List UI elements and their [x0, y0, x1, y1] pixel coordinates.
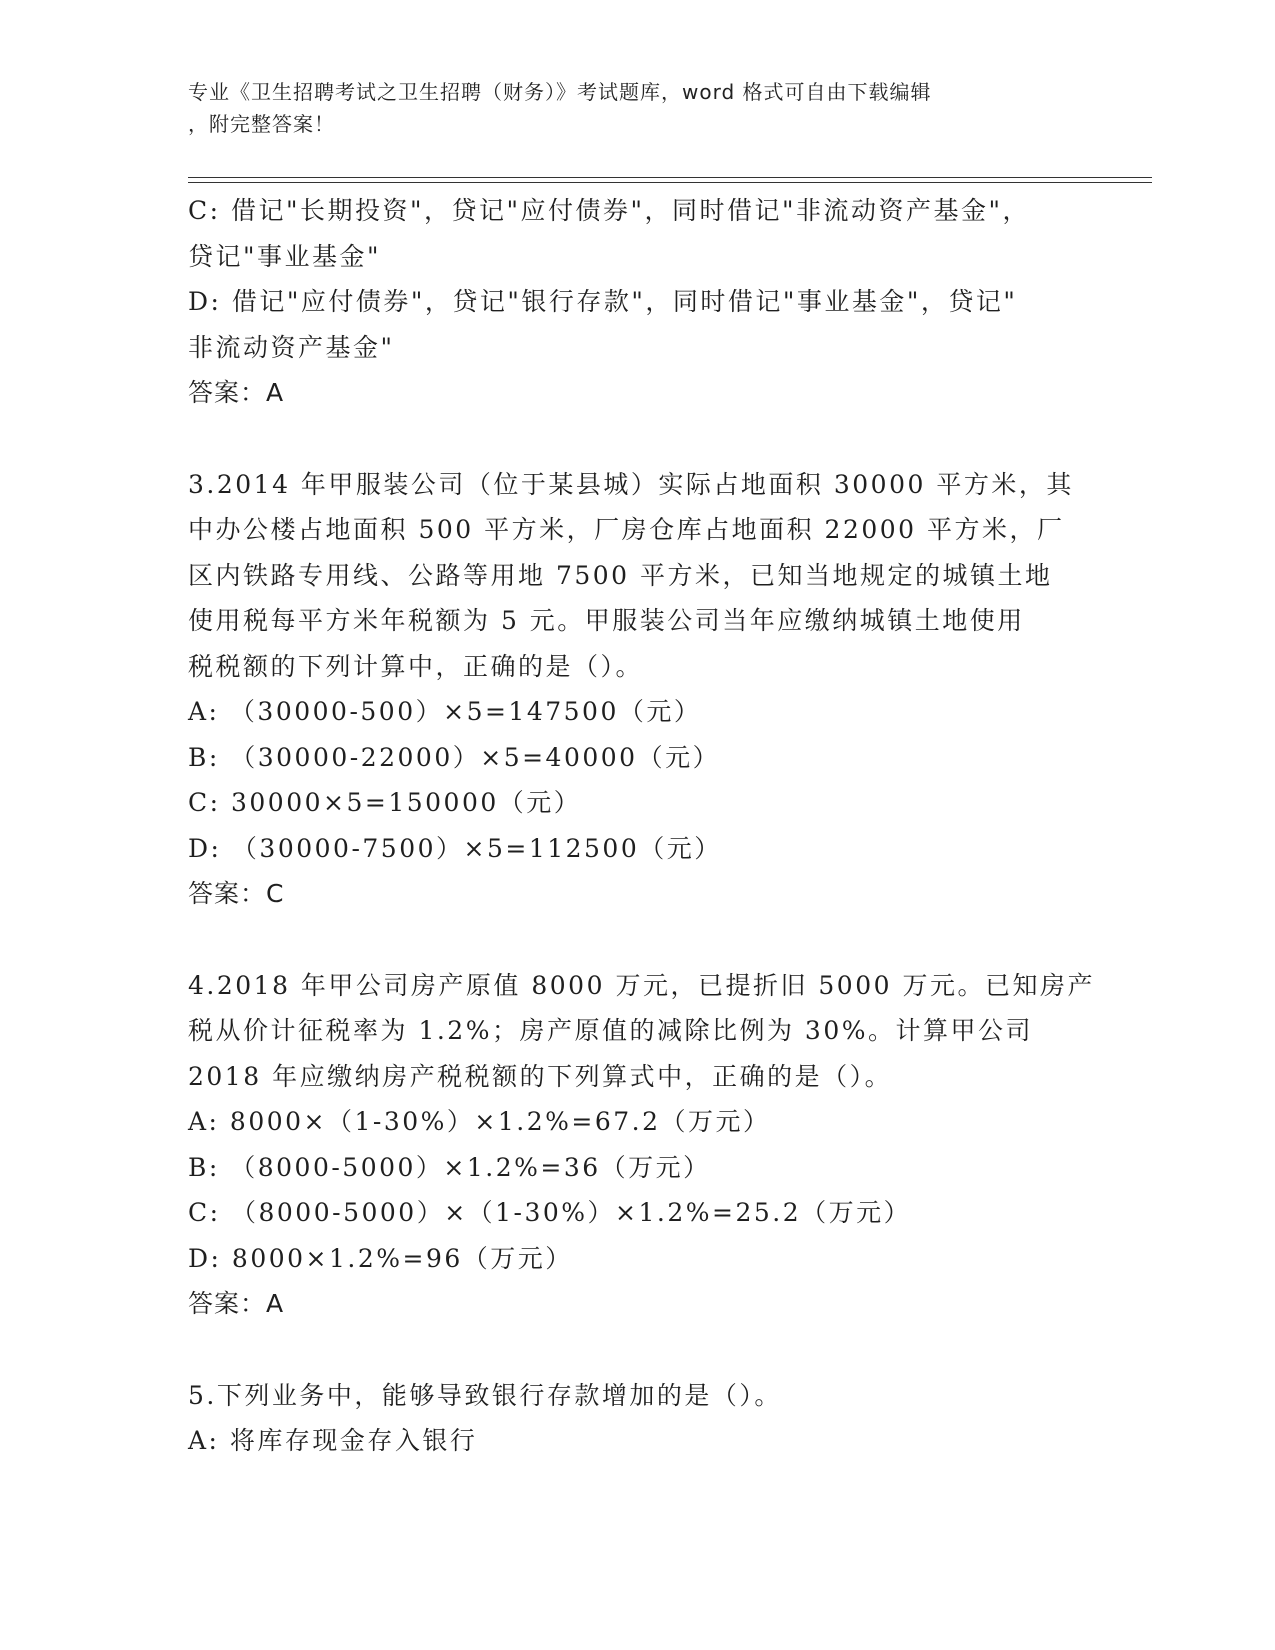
header-divider-bottom	[188, 182, 1152, 183]
q4-answer: 答案：A	[188, 1289, 285, 1318]
q3-stem-line: 使用税每平方米年税额为 5 元。甲服装公司当年应缴纳城镇土地使用	[188, 606, 1025, 635]
q5-stem-line: 5.下列业务中，能够导致银行存款增加的是（）。	[188, 1380, 782, 1410]
q4-stem-line: 税从价计征税率为 1.2%；房产原值的减除比例为 30%。计算甲公司	[188, 1016, 1033, 1045]
q2-option-d-line-1: D: 借记"应付债券"，贷记"银行存款"，同时借记"事业基金"，贷记"	[188, 287, 1018, 316]
q3-stem-line: 税税额的下列计算中，正确的是（）。	[188, 651, 644, 681]
q3-option-a: A: （30000-500）×5=147500（元）	[188, 697, 702, 726]
question-5	[188, 1373, 1088, 1464]
q3-option-c: C: 30000×5=150000（元）	[188, 788, 582, 817]
question-2-tail	[188, 188, 1088, 416]
q2-option-c-line-2: 贷记"事业基金"	[188, 241, 381, 271]
q2-option-c-line-1: C: 借记"长期投资"，贷记"应付债券"，同时借记"非流动资产基金"，	[188, 196, 1030, 225]
q3-option-d: D: （30000-7500）×5=112500（元）	[188, 833, 722, 863]
q5-option-a: A: 将库存现金存入银行	[188, 1426, 478, 1455]
spacer	[188, 917, 1088, 963]
spacer	[188, 1327, 1088, 1373]
header-line-2: ，附完整答案！	[188, 112, 335, 136]
q3-stem-line: 中办公楼占地面积 500 平方米，厂房仓库占地面积 22000 平方米，厂	[188, 515, 1065, 544]
q2-answer: 答案：A	[188, 378, 285, 407]
q2-option-d-line-2: 非流动资产基金"	[188, 332, 395, 362]
q4-option-d: D: 8000×1.2%=96（万元）	[188, 1243, 573, 1273]
q4-stem-line: 2018 年应缴纳房产税税额的下列算式中，正确的是（）。	[188, 1061, 893, 1091]
q4-option-c: C: （8000-5000）×（1-30%）×1.2%=25.2（万元）	[188, 1198, 912, 1227]
question-3	[188, 462, 1088, 917]
q3-stem-line: 3.2014 年甲服装公司（位于某县城）实际占地面积 30000 平方米，其	[188, 469, 1074, 499]
q3-stem-line: 区内铁路专用线、公路等用地 7500 平方米，已知当地规定的城镇土地	[188, 560, 1053, 590]
question-4	[188, 963, 1095, 1327]
q4-option-b: B: （8000-5000）×1.2%=36（万元）	[188, 1152, 711, 1182]
spacer	[188, 416, 1088, 462]
q4-stem-line: 4.2018 年甲公司房产原值 8000 万元，已提折旧 5000 万元。已知房产	[188, 970, 1095, 1000]
header-line-1: 专业《卫生招聘考试之卫生招聘（财务）》考试题库，word 格式可自由下载编辑	[188, 80, 932, 104]
document-header	[188, 76, 1068, 140]
q3-option-b: B: （30000-22000）×5=40000（元）	[188, 742, 721, 772]
header-divider-top	[188, 177, 1152, 178]
question-content	[188, 188, 1095, 1464]
q4-option-a: A: 8000×（1-30%）×1.2%=67.2（万元）	[188, 1107, 771, 1136]
q3-answer: 答案：C	[188, 879, 285, 908]
